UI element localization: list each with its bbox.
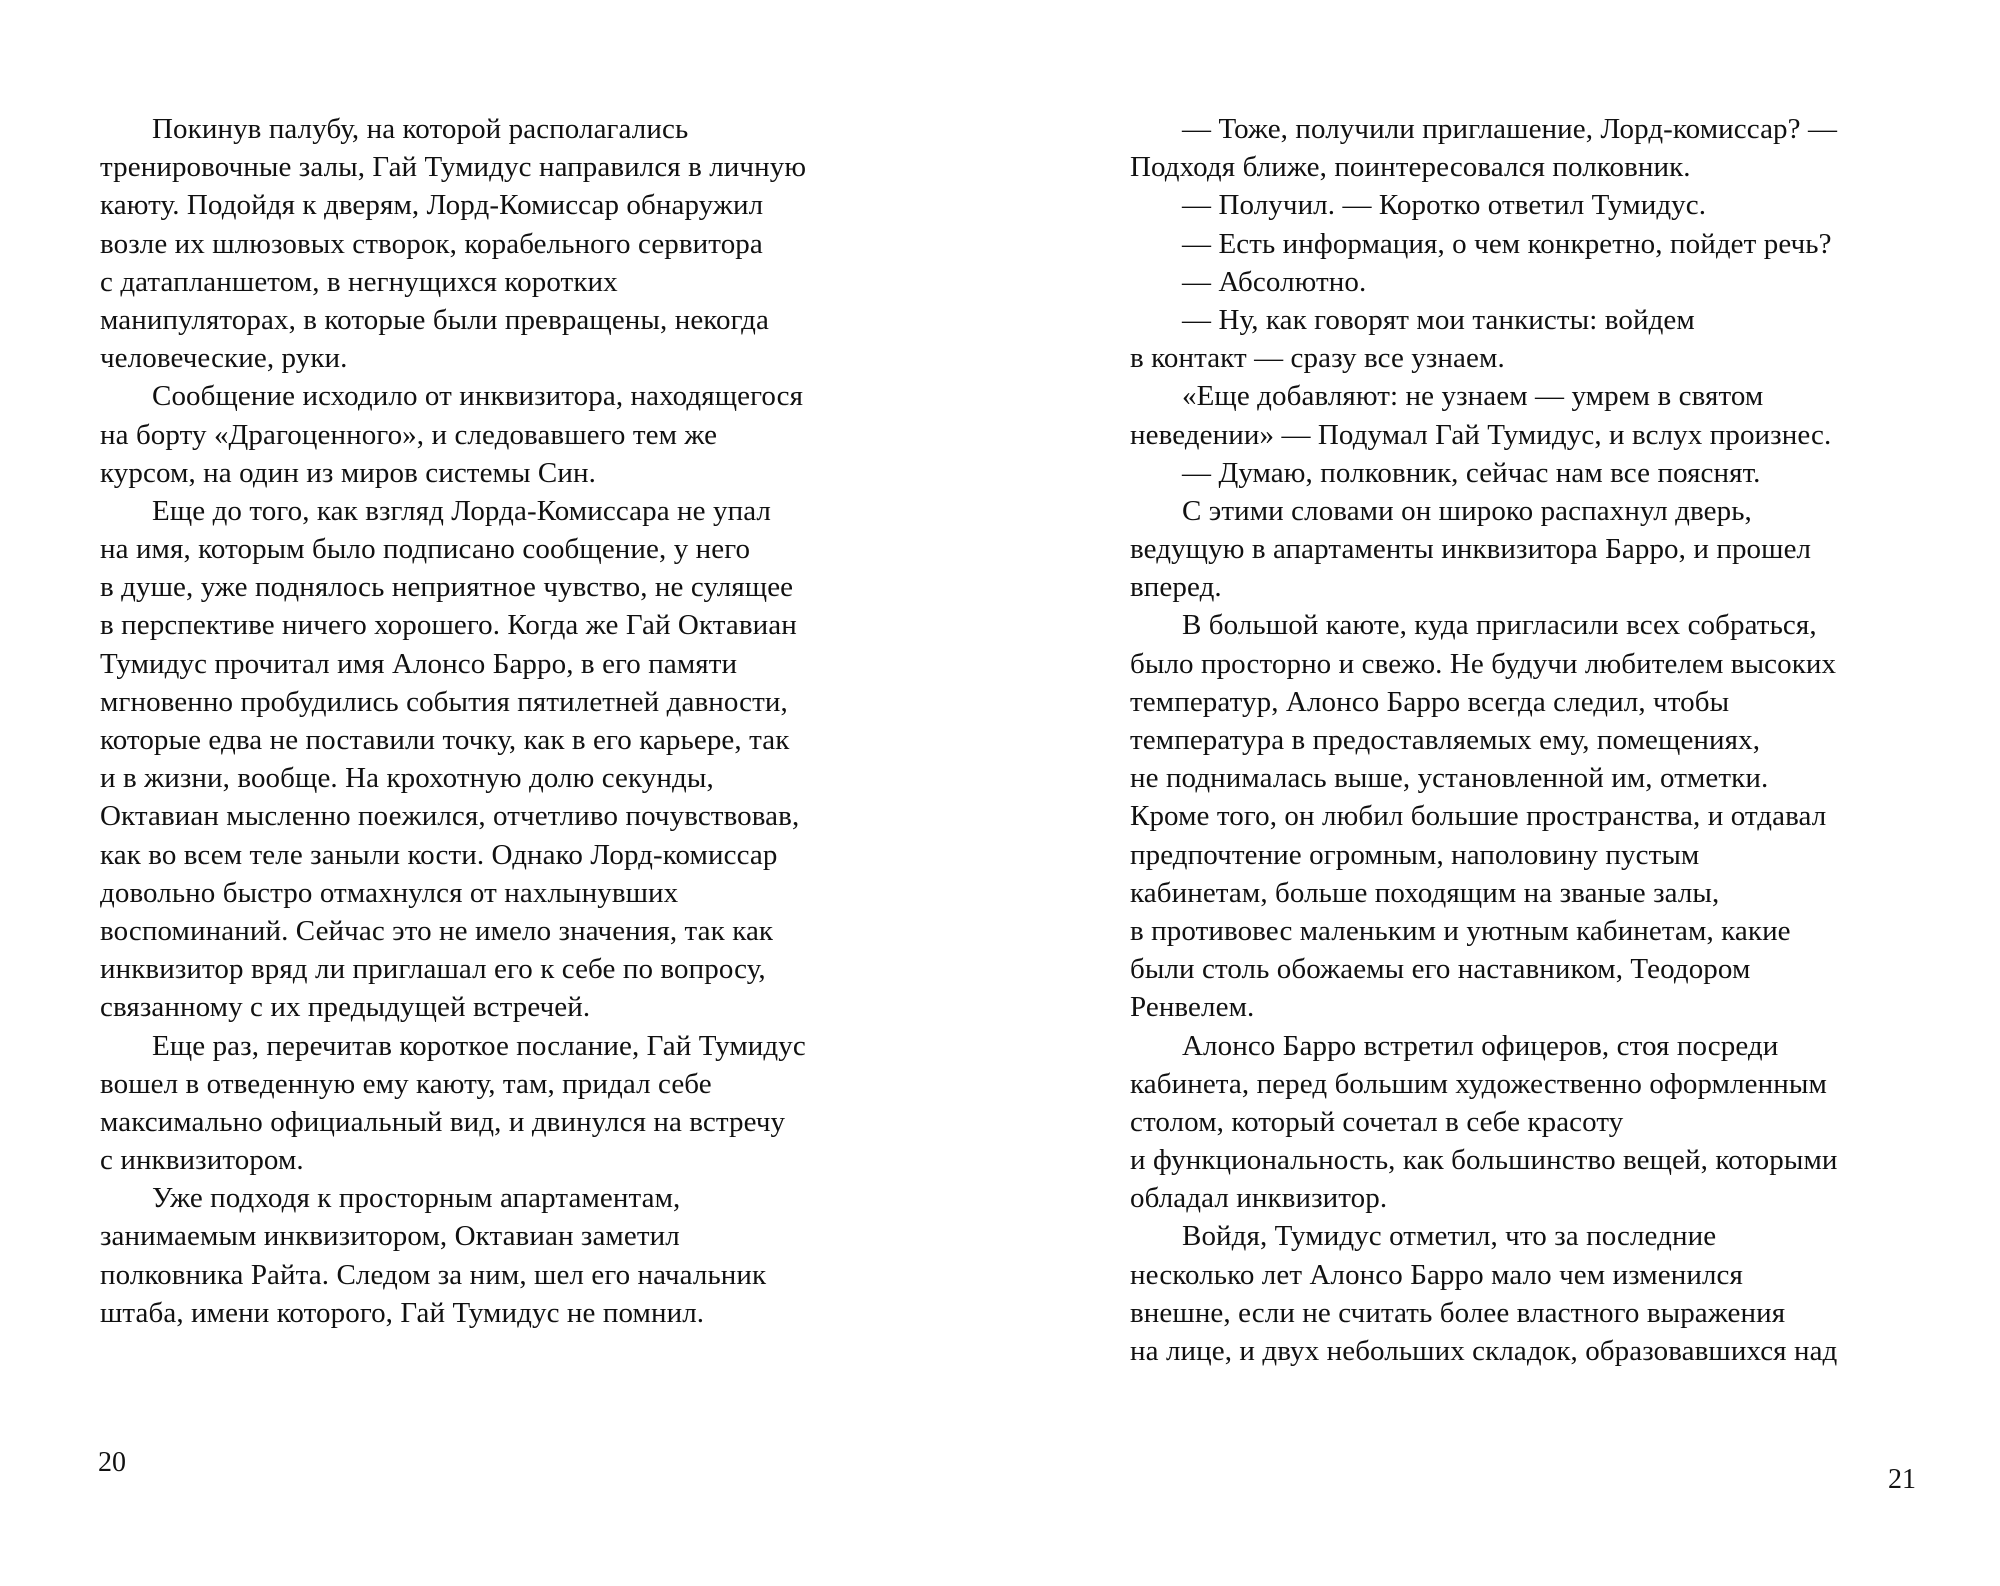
right-page-text: [1130, 110, 1930, 1370]
text-line: и функциональность, как большинство вещей, которыми: [1130, 1144, 1838, 1177]
text-line: температур, Алонсо Барро всегда следил, чтобы: [1130, 685, 1730, 718]
text-line: манипуляторах, в которые были превращены, некогда: [100, 303, 769, 336]
text-line: на имя, которым было подписано сообщение, у него: [100, 533, 751, 566]
text-line: — Получил. — Коротко ответил Тумидус.: [1182, 189, 1707, 222]
text-line: внешне, если не считать более властного выражения: [1130, 1296, 1786, 1329]
text-line: Уже подходя к просторным апартаментам,: [152, 1182, 681, 1215]
text-line: не поднималась выше, установленной им, отметки.: [1130, 762, 1769, 795]
text-line: — Абсолютно.: [1182, 265, 1367, 298]
text-line: Октавиан мысленно поежился, отчетливо почувствовав,: [100, 800, 800, 833]
text-line: инквизитор вряд ли приглашал его к себе по вопросу,: [100, 953, 766, 986]
text-line: полковника Райта. Следом за ним, шел его начальник: [100, 1258, 767, 1291]
text-line: Ренвелем.: [1130, 991, 1255, 1024]
text-line: вперед.: [1130, 571, 1222, 604]
text-line: Покинув палубу, на которой располагались: [152, 113, 689, 145]
text-line: кабинета, перед большим художественно оформленным: [1130, 1067, 1827, 1100]
text-line: на борту «Драгоценного», и следовавшего тем же: [100, 418, 718, 451]
text-line: Кроме того, он любил большие пространства, и отдавал: [1130, 800, 1827, 833]
text-line: Сообщение исходило от инквизитора, находящегося: [152, 380, 804, 413]
text-line: которые едва не поставили точку, как в его карьере, так: [100, 724, 790, 756]
text-line: воспоминаний. Сейчас это не имело значения, так как: [100, 914, 774, 947]
text-line: Еще до того, как взгляд Лорда-Комиссара не упал: [152, 494, 771, 527]
text-line: штаба, имени которого, Гай Тумидус не помнил.: [100, 1296, 705, 1329]
text-line: предпочтение огромным, наполовину пустым: [1130, 838, 1700, 871]
text-line: — Есть информация, о чем конкретно, пойдет речь?: [1182, 227, 1832, 260]
text-line: с инквизитором.: [100, 1144, 304, 1177]
text-line: были столь обожаемы его наставником, Теодором: [1130, 953, 1751, 986]
text-line: человеческие, руки.: [100, 342, 348, 375]
text-line: Подходя ближе, поинтересовался полковник.: [1130, 151, 1691, 184]
text-line: и в жизни, вообще. На крохотную долю секунды,: [100, 762, 714, 795]
text-line: Тумидус прочитал имя Алонсо Барро, в его памяти: [100, 647, 738, 680]
text-line: Алонсо Барро встретил офицеров, стоя посреди: [1182, 1029, 1779, 1062]
left-page-number: 20: [98, 1447, 126, 1478]
text-line: на лице, и двух небольших складок, образовавшихся над: [1130, 1335, 1838, 1367]
text-line: довольно быстро отмахнулся от нахлынувших: [100, 876, 679, 909]
text-line: — Тоже, получили приглашение, Лорд-комиссар? —: [1182, 113, 1838, 145]
text-line: неведении» — Подумал Гай Тумидус, и вслух произнес.: [1130, 418, 1832, 451]
text-line: — Ну, как говорят мои танкисты: войдем: [1182, 303, 1695, 336]
text-line: температура в предоставляемых ему, помещениях,: [1130, 724, 1761, 756]
text-line: столом, который сочетал в себе красоту: [1130, 1105, 1624, 1138]
text-line: — Думаю, полковник, сейчас нам все пояснят.: [1182, 456, 1761, 489]
text-line: в перспективе ничего хорошего. Когда же Гай Октавиан: [100, 609, 797, 642]
text-line: кабинетам, больше походящим на званые залы,: [1130, 876, 1720, 909]
text-line: обладал инквизитор.: [1130, 1182, 1388, 1215]
text-line: курсом, на один из миров системы Син.: [100, 456, 596, 489]
text-line: каюту. Подойдя к дверям, Лорд-Комиссар обнаружил: [100, 189, 764, 222]
right-page: [1000, 0, 2000, 1586]
text-line: В большой каюте, куда пригласили всех собраться,: [1182, 609, 1817, 642]
text-line: несколько лет Алонсо Барро мало чем изменился: [1130, 1258, 1743, 1291]
text-line: «Еще добавляют: не узнаем — умрем в святом: [1182, 380, 1764, 413]
text-line: тренировочные залы, Гай Тумидус направился в личную: [100, 151, 807, 184]
text-line: максимально официальный вид, и двинулся на встречу: [100, 1105, 786, 1138]
text-line: Еще раз, перечитав короткое послание, Гай Тумидус: [152, 1029, 806, 1062]
text-line: в душе, уже поднялось неприятное чувство, не сулящее: [100, 571, 794, 604]
text-line: возле их шлюзовых створок, корабельного сервитора: [100, 227, 763, 260]
text-line: мгновенно пробудились события пятилетней давности,: [100, 685, 788, 718]
text-line: ведущую в апартаменты инквизитора Барро, и прошел: [1130, 533, 1812, 566]
text-line: связанному с их предыдущей встречей.: [100, 991, 591, 1024]
text-line: в противовес маленьким и уютным кабинетам, какие: [1130, 914, 1791, 947]
text-line: как во всем теле заныли кости. Однако Лорд-комиссар: [100, 838, 778, 871]
text-line: Войдя, Тумидус отметил, что за последние: [1182, 1220, 1717, 1253]
text-line: с датапланшетом, в негнущихся коротких: [100, 265, 618, 298]
text-line: занимаемым инквизитором, Октавиан заметил: [100, 1220, 680, 1253]
text-line: вошел в отведенную ему каюту, там, придал себе: [100, 1067, 712, 1100]
right-page-number: 21: [1888, 1464, 1916, 1495]
text-line: в контакт — сразу все узнаем.: [1130, 342, 1505, 375]
text-line: было просторно и свежо. Не будучи любителем высоких: [1130, 647, 1837, 680]
left-page-text: [100, 110, 900, 1332]
text-line: С этими словами он широко распахнул дверь,: [1182, 494, 1752, 527]
